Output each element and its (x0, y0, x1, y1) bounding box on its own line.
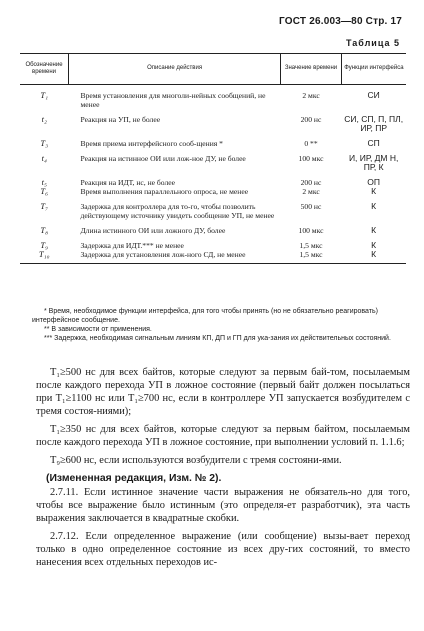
time-symbol: T₁₀ (20, 250, 69, 264)
body-text (36, 366, 410, 574)
edit-note: (Измененная редакция, Изм. № 2). (46, 473, 222, 484)
time-symbol: t₂ (41, 114, 47, 124)
footnote: * Время, необходимое функции интерфейса, для того чтобы принять (но не обязательно реагировать) интерфейсное сообщение. (32, 308, 378, 324)
table-row (20, 133, 406, 148)
table-footnotes (32, 307, 406, 343)
time-value: 2 мкс (302, 91, 320, 100)
time-symbol: t₅ (41, 177, 47, 187)
interface-function: СП (367, 138, 380, 148)
interface-function: К (371, 225, 377, 235)
column-header-function: Функции интерфейса (341, 54, 406, 85)
time-symbol: T₇ (40, 201, 49, 211)
time-description: Задержка для установления лож-ного СД, не менее (69, 250, 281, 264)
time-description: Реакция на УП, не более (80, 115, 161, 124)
timing-table (20, 53, 406, 264)
time-symbol: T₈ (40, 225, 49, 235)
table-row (20, 220, 406, 235)
interface-function: К (371, 240, 377, 250)
time-value: 1,5 мкс (299, 241, 323, 250)
time-symbol: t₄ (41, 153, 47, 163)
time-symbol: T₆ (40, 186, 49, 196)
table-row (20, 172, 406, 187)
paragraph: T₁≥500 нс для всех байтов, которые следуют за первым бай-том, посылаемым после каждого перехода УП в ложное состояние (первый байт должен посылаться при T₁≥1100 нс или T₁≥700 нс, если в контроллере УП запускается возбудителем с тремя состоя-ниями); (36, 367, 410, 417)
paragraph: T₉≥600 нс, если используются возбудители с тремя состояни-ями. (50, 455, 342, 466)
table-title: Таблица 5 (345, 38, 400, 48)
footnote: *** Задержка, необходимая сигнальным линиям КП, ДП и ГП для ука-зания их действительных состояний. (44, 335, 391, 342)
column-header-symbol: Обозначение времени (20, 54, 69, 85)
column-header-value: Значение времени (281, 54, 342, 85)
paragraph: 2.7.11. Если истинное значение части выражения не обязатель-но для того, чтобы все выражение было истинным (это определя-ет разработчик), эта часть выражения заключается в квадратные скобки. (36, 487, 410, 524)
time-value: 200 нс (300, 178, 322, 187)
footnote: ** В зависимости от применения. (44, 326, 152, 333)
table-row (20, 250, 406, 264)
time-value: 2 мкс (302, 187, 320, 196)
table-row (20, 148, 406, 172)
time-description: Время выполнения параллельного опроса, не менее (80, 187, 249, 196)
interface-function: СИ, СП, П, ПЛ, ИР, ПР (344, 114, 404, 133)
interface-function: СИ (367, 90, 380, 100)
column-header-description: Описание действия (69, 54, 281, 85)
time-description: Время приема интерфейсного сооб-щения * (80, 139, 223, 148)
time-value: 1,5 мкс (281, 250, 342, 264)
table-row (20, 187, 406, 196)
time-description: Время установления для многоли-нейных сообщений, не менее (80, 91, 266, 109)
time-symbol: T₃ (40, 138, 49, 148)
paragraph: T₁≥350 нс для всех байтов, которые следуют за первым байтом, посылаемым после каждого перехода УП в ложное состояние, при выполнении условий п. 1.1.6; (36, 424, 410, 448)
time-value: 0 ** (304, 139, 318, 148)
time-description: Реакция на ИДТ, нс, не более (80, 178, 175, 187)
interface-function: К (371, 186, 377, 196)
paragraph: 2.7.12. Если определенное выражение (или сообщение) вызы-вает переход только в одно определенное состояние из всех дру-гих состояний, то вместо нанесения всех отдельных переходов ис- (36, 531, 410, 568)
page-header: ГОСТ 26.003—80 Стр. 17 (279, 16, 402, 27)
time-description: Длина истинного ОИ или ложного ДУ, более (80, 226, 226, 235)
table-row (20, 85, 406, 110)
time-description: Задержка для контроллера для то-го, чтобы позволить действующему источнику увидеть сообщение УП, не менее (80, 202, 275, 220)
time-symbol: T₁ (40, 90, 49, 100)
table-row (20, 235, 406, 250)
time-value: 200 нс (300, 115, 322, 124)
table-row (20, 196, 406, 220)
interface-function: К (371, 201, 377, 211)
time-symbol: T₉ (40, 240, 49, 250)
time-value: 500 нс (300, 202, 322, 211)
time-description: Реакция на истинное ОИ или лож-ное ДУ, не более (80, 154, 246, 163)
table-row (20, 109, 406, 133)
interface-function: И, ИР, ДМ Н, ПР, К (348, 153, 399, 172)
time-value: 100 мкс (298, 154, 324, 163)
interface-function: ОП (367, 177, 381, 187)
time-value: 100 мкс (298, 226, 324, 235)
interface-function: К (341, 250, 406, 264)
time-description: Задержка для ИДТ.*** не менее (80, 241, 184, 250)
